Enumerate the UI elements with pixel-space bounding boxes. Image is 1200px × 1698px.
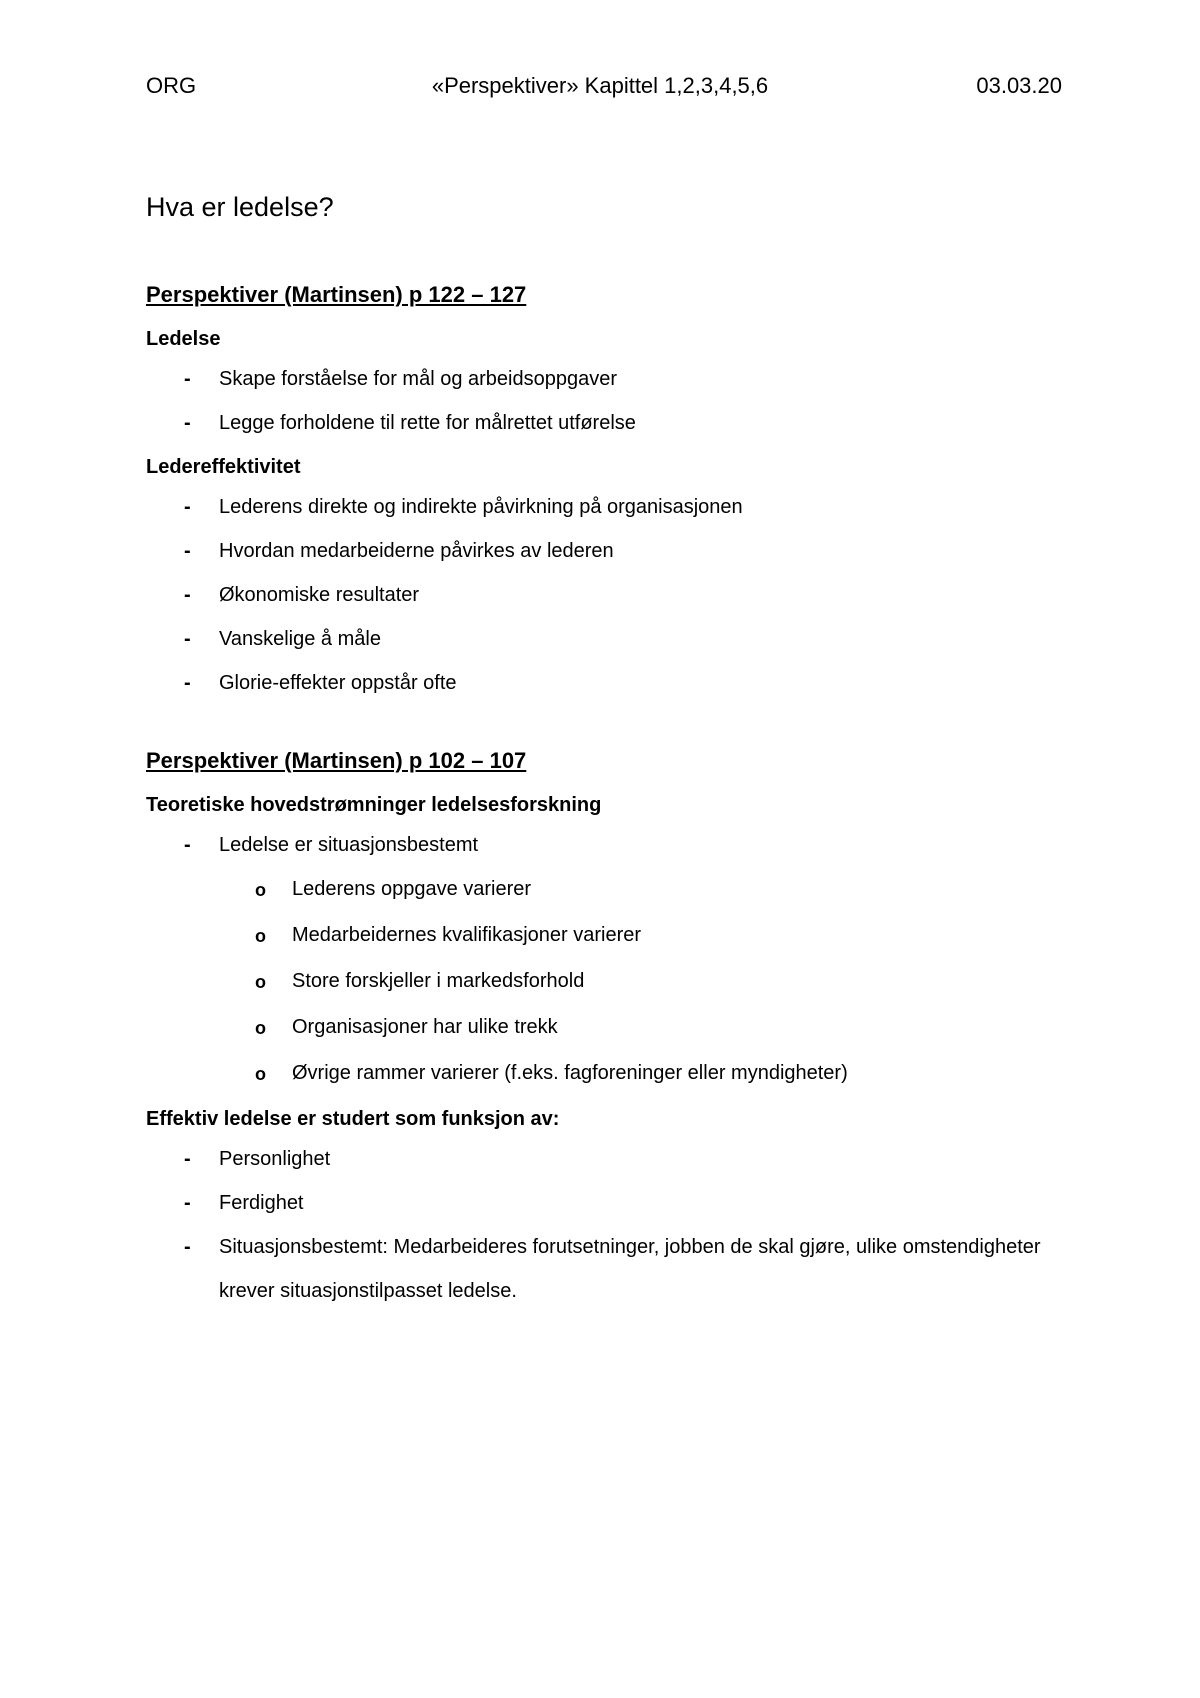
dash-marker: - [184, 1148, 191, 1170]
bullet-list [146, 1146, 1066, 1313]
header-date: 03.03.20 [976, 73, 1062, 98]
dash-marker: - [184, 584, 191, 606]
list-item-text: Hvordan medarbeiderne påvirkes av lederen [219, 540, 614, 562]
list-item [146, 582, 1066, 608]
list-item-text: Økonomiske resultater [219, 584, 420, 606]
sub-list-item-text: Store forskjeller i markedsforhold [292, 970, 585, 992]
section-heading: Perspektiver (Martinsen) p 122 – 127 [146, 282, 527, 307]
list-item-text: Legge forholdene til rette for målrettet utførelse [219, 412, 636, 434]
list-item [146, 410, 1066, 436]
dash-marker: - [184, 1192, 191, 1214]
circle-marker: o [255, 972, 266, 992]
list-item [146, 494, 1066, 520]
bullet-list [146, 366, 1066, 436]
list-item [146, 1146, 1066, 1172]
sub-bullet-list [219, 876, 1066, 1086]
sub-list-item [219, 922, 1066, 948]
subheading: Effektiv ledelse er studert som funksjon av: [146, 1108, 560, 1130]
sub-list-item-text: Medarbeidernes kvalifikasjoner varierer [292, 924, 642, 946]
list-item-text: Vanskelige å måle [219, 628, 381, 650]
list-item [146, 670, 1066, 696]
dash-marker: - [184, 834, 191, 856]
bullet-list [146, 832, 1066, 1086]
subheading: Ledereffektivitet [146, 456, 301, 478]
circle-marker: o [255, 1018, 266, 1038]
section-heading: Perspektiver (Martinsen) p 102 – 107 [146, 748, 527, 773]
sub-list-item-text: Øvrige rammer varierer (f.eks. fagforeninger eller myndigheter) [292, 1062, 848, 1084]
document-body [146, 190, 1066, 1331]
subheading: Teoretiske hovedstrømninger ledelsesforskning [146, 794, 602, 816]
sub-list-item-text: Lederens oppgave varierer [292, 878, 532, 900]
subheading: Ledelse [146, 328, 221, 350]
document-title: Hva er ledelse? [146, 192, 334, 222]
list-item [146, 366, 1066, 392]
header-center: «Perspektiver» Kapittel 1,2,3,4,5,6 [431, 73, 769, 98]
list-item [146, 1225, 1066, 1313]
list-item [146, 538, 1066, 564]
list-item-text: Glorie-effekter oppstår ofte [219, 672, 457, 694]
header-left: ORG [146, 73, 197, 98]
sub-list-item [219, 876, 1066, 902]
list-item [146, 626, 1066, 652]
list-item-text: Skape forståelse for mål og arbeidsoppgaver [219, 368, 618, 390]
list-item [146, 1190, 1066, 1216]
list-item-text: Personlighet [219, 1148, 331, 1170]
list-item-text: Ferdighet [219, 1192, 304, 1214]
dash-marker: - [184, 540, 191, 562]
sub-list-item [219, 1014, 1066, 1040]
dash-marker: - [184, 496, 191, 518]
dash-marker: - [184, 1236, 191, 1258]
list-item-text: Lederens direkte og indirekte påvirkning på organisasjonen [219, 496, 743, 518]
bullet-list [146, 494, 1066, 696]
sub-list-item-text: Organisasjoner har ulike trekk [292, 1016, 558, 1038]
dash-marker: - [184, 672, 191, 694]
dash-marker: - [184, 412, 191, 434]
sub-list-item [219, 968, 1066, 994]
list-item-text: Situasjonsbestemt: Medarbeideres forutsetninger, jobben de skal gjøre, ulike omstendigheter krever situasjonstilpasset ledelse. [219, 1236, 1041, 1302]
circle-marker: o [255, 926, 266, 946]
dash-marker: - [184, 368, 191, 390]
dash-marker: - [184, 628, 191, 650]
list-item [146, 832, 1066, 1086]
sub-list-item [219, 1060, 1066, 1086]
list-item-text: Ledelse er situasjonsbestemt [219, 834, 479, 856]
circle-marker: o [255, 1064, 266, 1084]
circle-marker: o [255, 880, 266, 900]
